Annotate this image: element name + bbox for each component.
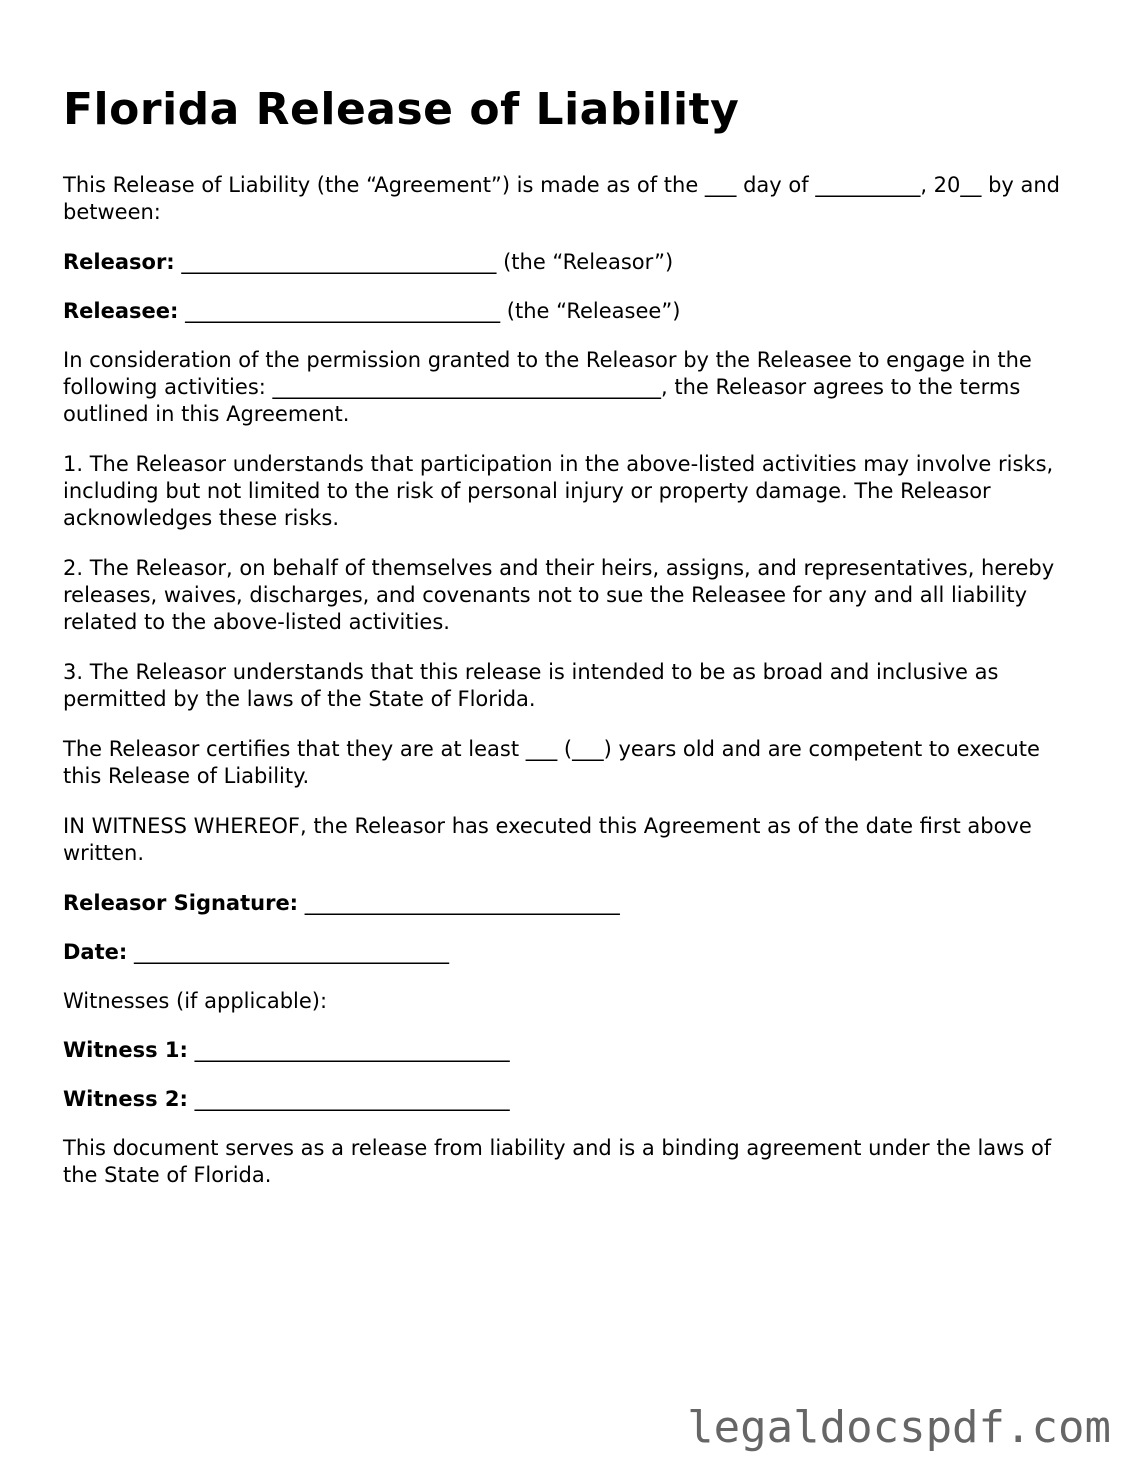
witness-1-label: Witness 1: xyxy=(63,1038,188,1062)
document-page xyxy=(63,84,1083,1212)
witness-2-line xyxy=(63,1086,1083,1113)
consideration-paragraph: In consideration of the permission granted to the Releasor by the Releasee to engage in the following activities: _____________________________________, the Releasor agrees to the terms outlined in this Agreement. xyxy=(63,348,1032,426)
releasor-field: ______________________________ (the “Releasor”) xyxy=(181,250,674,274)
witness-2-field: ______________________________ xyxy=(194,1087,510,1111)
witnesses-heading: Witnesses (if applicable): xyxy=(63,989,328,1013)
signature-line xyxy=(63,890,1083,917)
releasee-field: ______________________________ (the “Releasee”) xyxy=(185,299,681,323)
witness-1-field: ______________________________ xyxy=(194,1038,510,1062)
releasor-label: Releasor: xyxy=(63,250,175,274)
witness-1-line xyxy=(63,1037,1083,1064)
intro-paragraph: This Release of Liability (the “Agreement”) is made as of the ___ day of __________, 20__ by and between: xyxy=(63,173,1061,224)
document-title: Florida Release of Liability xyxy=(63,84,740,135)
age-certification-paragraph: The Releasor certifies that they are at least ___ (___) years old and are competent to execute this Release of Liability. xyxy=(63,737,1040,788)
clause-3: 3. The Releasor understands that this release is intended to be as broad and inclusive as permitted by the laws of the State of Florida. xyxy=(63,660,999,711)
signature-field: ______________________________ xyxy=(304,891,620,915)
witness-whereof-paragraph: IN WITNESS WHEREOF, the Releasor has executed this Agreement as of the date first above written. xyxy=(63,814,1032,865)
signature-label: Releasor Signature: xyxy=(63,891,299,915)
date-line xyxy=(63,939,1083,966)
watermark: legaldocspdf.com xyxy=(687,1402,1111,1453)
releasee-line xyxy=(63,298,1083,325)
date-label: Date: xyxy=(63,940,128,964)
releasee-label: Releasee: xyxy=(63,299,179,323)
date-field: ______________________________ xyxy=(133,940,449,964)
witness-2-label: Witness 2: xyxy=(63,1087,188,1111)
clause-1: 1. The Releasor understands that participation in the above-listed activities may involve risks, including but not limited to the risk of personal injury or property damage. The Releasor acknowledges these risks. xyxy=(63,452,1054,530)
releasor-line xyxy=(63,249,1083,276)
closing-paragraph: This document serves as a release from liability and is a binding agreement under the laws of the State of Florida. xyxy=(63,1136,1052,1187)
clause-2: 2. The Releasor, on behalf of themselves and their heirs, assigns, and representatives, hereby releases, waives, discharges, and covenants not to sue the Releasee for any and all liability related to the above-listed activities. xyxy=(63,556,1055,634)
